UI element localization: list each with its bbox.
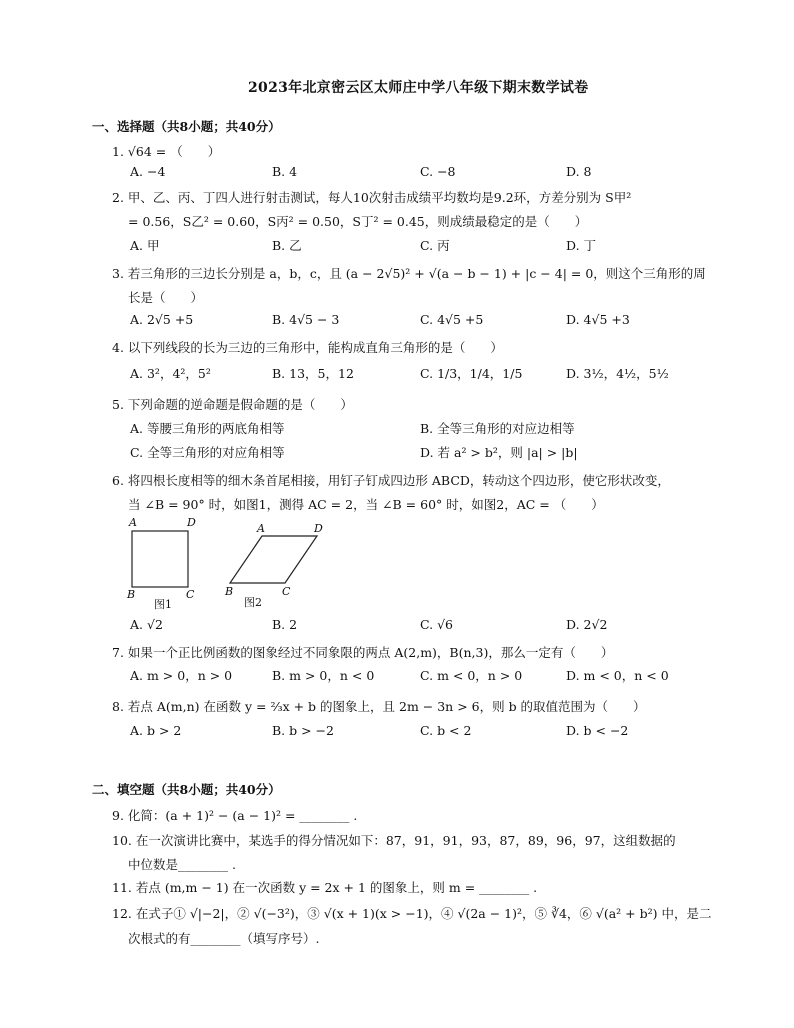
option-a: A. b > 2 [130,723,182,738]
question-10-line2: 中位数是________ . [128,857,236,872]
label-a: A [257,522,265,535]
question-2-line1: 2. 甲、乙、丙、丁四人进行射击测试，每人10次射击成绩平均数均是9.2环，方差分别为 S甲² [112,190,632,205]
option-a: A. −4 [130,164,166,179]
option-d: D. b < −2 [566,723,629,738]
question-8: 8. 若点 A(m,n) 在函数 y = ⅔x + b 的图象上，且 2m − 3n > 6，则 b 的取值范围为（ ） [112,699,646,714]
label-c: C [186,588,195,601]
figure-1 [124,516,204,612]
option-a: A. 2√5 +5 [130,312,194,327]
question-4: 4. 以下列线段的长为三边的三角形中，能构成直角三角形的是（ ） [112,340,503,355]
option-c: C. m < 0，n > 0 [420,668,523,683]
option-d: D. 丁 [566,238,597,253]
figure-2 [222,516,332,612]
section-heading: 一、选择题（共8小题；共40分） [92,119,281,134]
option-c: C. 1/3，1/4，1/5 [420,366,523,381]
page-title: 2023年北京密云区太师庄中学八年级下期末数学试卷 [248,80,589,96]
option-c: C. 丙 [420,238,450,253]
question-6-line1: 6. 将四根长度相等的细木条首尾相接，用钉子钉成四边形 ABCD，转动这个四边形，使它形状改变， [112,473,670,488]
option-a: A. 甲 [130,238,160,253]
option-d: D. 8 [566,164,592,179]
option-c: C. 4√5 +5 [420,312,484,327]
question-9: 9. 化简：(a + 1)² − (a − 1)² = ________ . [112,808,358,823]
option-a: A. √2 [130,617,163,632]
label-d: D [314,522,323,535]
option-c: C. √6 [420,617,453,632]
option-b: B. b > −2 [272,723,334,738]
option-d: D. 3½，4½，5½ [566,366,669,381]
label-c: C [282,585,291,598]
question-11: 11. 若点 (m,m − 1) 在一次函数 y = 2x + 1 的图象上，则 m = ________ . [112,880,538,895]
option-c: C. b < 2 [420,723,472,738]
option-b: B. 13，5，12 [272,366,354,381]
option-b: B. 2 [272,617,298,632]
option-a: A. 3²，4²，5² [130,366,211,381]
option-d: D. 2√2 [566,617,608,632]
label-d: D [187,516,196,529]
option-b: B. 4 [272,164,298,179]
option-c: C. −8 [420,164,456,179]
option-a: A. 等腰三角形的两底角相等 [130,421,285,436]
question-12-line2: 次根式的有________（填写序号）. [128,931,320,946]
option-d: D. 4√5 +3 [566,312,630,327]
question-3-line2: 长是（ ） [128,290,204,305]
figure-caption: 图1 [154,598,172,611]
label-b: B [225,585,234,598]
option-b: B. 乙 [272,238,302,253]
question-6-line2: 当 ∠B = 90° 时，如图1，测得 AC = 2，当 ∠B = 60° 时，如图2，AC = （ ） [128,497,604,512]
option-a: A. m > 0，n > 0 [130,668,233,683]
question-5: 5. 下列命题的逆命题是假命题的是（ ） [112,397,353,412]
option-d: D. 若 a² > b²，则 |a| > |b| [420,445,578,460]
question-2-line2: = 0.56，S乙² = 0.60，S丙² = 0.50，S丁² = 0.45，则成绩最稳定的是（ ） [128,214,588,229]
label-b: B [127,588,136,601]
label-a: A [129,516,137,529]
option-b: B. 全等三角形的对应边相等 [420,421,575,436]
section-heading: 二、填空题（共8小题；共40分） [92,782,281,797]
question-3-line1: 3. 若三角形的三边长分别是 a，b，c，且 (a − 2√5)² + √(a − b − 1) + |c − 4| = 0，则这个三角形的周 [112,266,706,281]
option-d: D. m < 0，n < 0 [566,668,669,683]
question-7: 7. 如果一个正比例函数的图象经过不同象限的两点 A(2,m)，B(n,3)，那么一定有（ ） [112,645,614,660]
option-c: C. 全等三角形的对应角相等 [130,445,285,460]
question-10-line1: 10. 在一次演讲比赛中，某选手的得分情况如下：87，91，91，93，87，89，96，97，这组数据的 [112,833,676,848]
question-1: 1. √64 = （ ） [112,144,221,159]
option-b: B. 4√5 − 3 [272,312,340,327]
figure-caption: 图2 [244,596,262,609]
question-12-line1: 12. 在式子① √|−2|，② √(−3²)，③ √(x + 1)(x > −1)，④ √(2a − 1)²，⑤ ∛4，⑥ √(a² + b²) 中，是二 [112,906,712,921]
option-b: B. m > 0，n < 0 [272,668,375,683]
